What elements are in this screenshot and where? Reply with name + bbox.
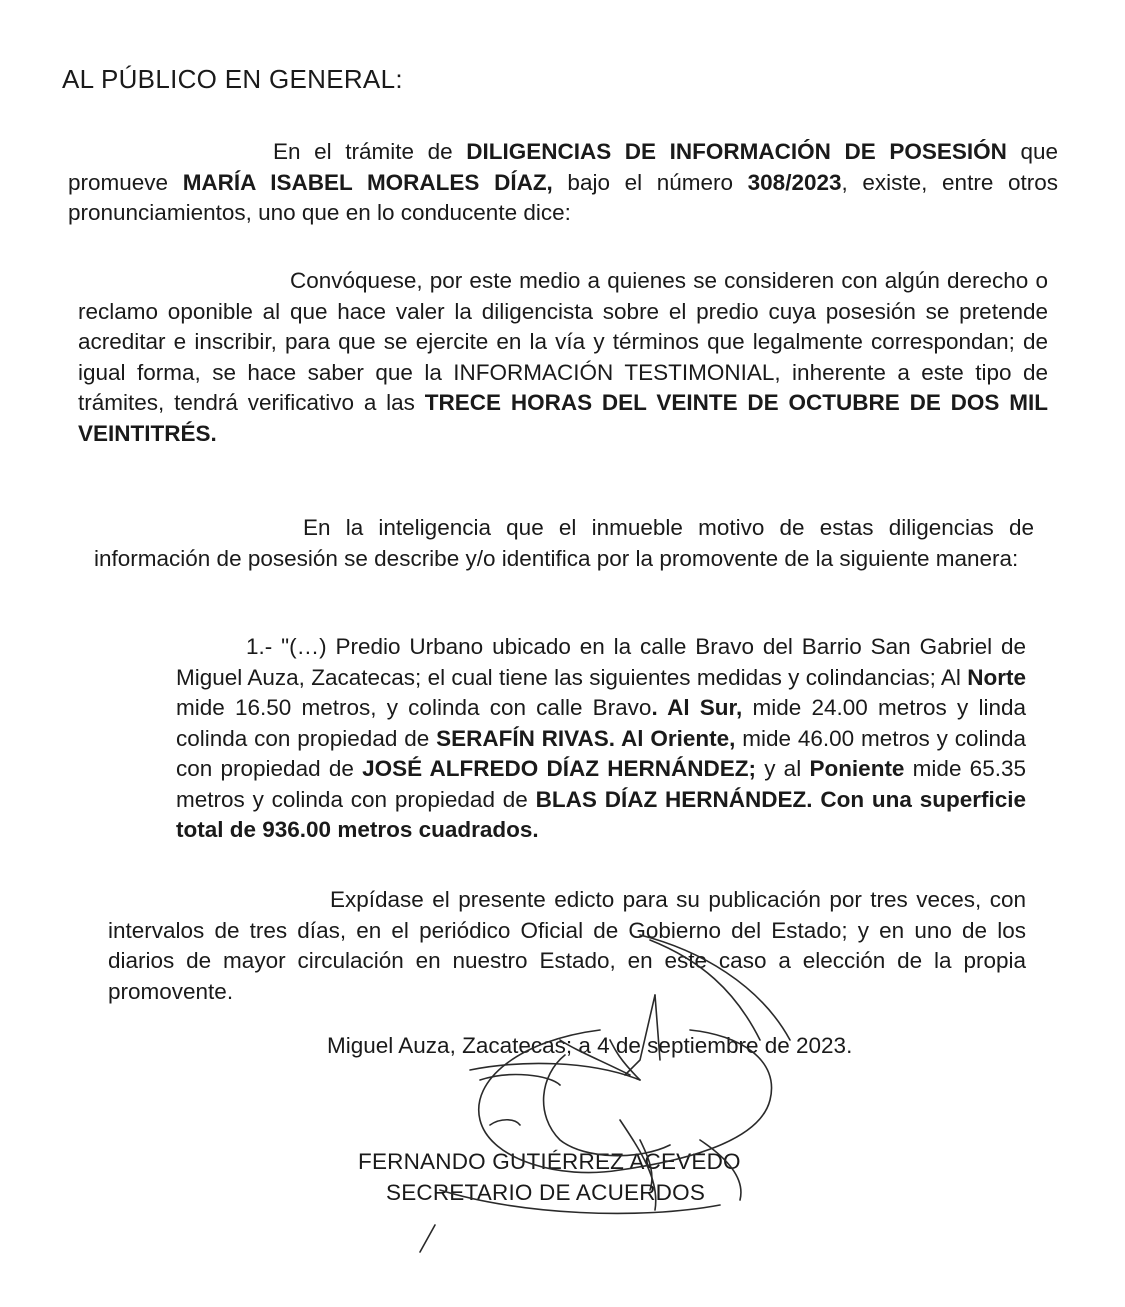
hearing-datetime: TRECE HORAS DEL VEINTE DE OCTUBRE DE DOS MIL VEINTITRÉS.	[78, 390, 1048, 446]
text-span: mide 65.35 metros y colinda con propiedad de	[176, 756, 1026, 812]
text-span: Convóquese, por este medio a quienes se consideren con algún derecho o reclamo oponible al que hace valer la diligencista sobre el predio cuya posesión se pretende acreditar e inscribir, para que se ejercite en la vía y términos que legalmente correspondan; de igual forma, se hace saber que la INFORMACIÓN TESTIMONIAL, inherente a este tipo de trámites, tendrá verificativo a las	[78, 268, 1048, 415]
place-date-line: Miguel Auza, Zacatecas; a 4 de septiembre de 2023.	[327, 1033, 853, 1058]
neighbor-west-area: BLAS DÍAZ HERNÁNDEZ. Con una superficie total de 936.00 metros cuadrados.	[176, 786, 1026, 842]
boundary-south: . Al Sur,	[651, 695, 743, 720]
promoter-name: MARÍA ISABEL MORALES DÍAZ,	[182, 169, 553, 195]
neighbor-east: JOSÉ ALFREDO DÍAZ HERNÁNDEZ;	[362, 756, 756, 781]
boundary-west: Poniente	[809, 756, 905, 781]
paragraph-property-intro	[94, 513, 1034, 574]
neighbor-south-east: SERAFÍN RIVAS. Al Oriente,	[436, 725, 736, 751]
signer-title: SECRETARIO DE ACUERDOS	[386, 1180, 706, 1205]
case-number: 308/2023	[747, 169, 842, 195]
text-span: En el trámite de	[273, 139, 467, 164]
boundary-north: Norte	[967, 664, 1026, 690]
paragraph-property-description	[176, 632, 1026, 846]
text-span: , existe, entre otros pronunciamientos, uno que en lo conducente dice:	[68, 169, 1058, 225]
text-span: mide 16.50 metros, y colinda con calle Bravo	[176, 695, 652, 720]
text-span: mide 46.00 metros y colinda con propiedad de	[176, 725, 1026, 781]
text-span: Expídase el presente edicto para su publicación por tres veces, con intervalos de tres días, en el periódico Oficial de Gobierno del Estado; y en uno de los diarios de mayor circulación en nuestro Estado, en este caso a elección de la propia promovente.	[108, 887, 1026, 1004]
text-span: bajo el número	[552, 169, 748, 195]
procedure-type: DILIGENCIAS DE INFORMACIÓN DE POSESIÓN	[466, 139, 1007, 164]
document-heading: AL PÚBLICO EN GENERAL:	[62, 64, 403, 94]
text-span: y al	[755, 756, 810, 781]
paragraph-summons	[78, 266, 1048, 449]
paragraph-procedure	[68, 137, 1058, 229]
paragraph-publication	[108, 885, 1026, 1007]
signer-name: FERNANDO GUTIÉRREZ ACEVEDO	[358, 1149, 741, 1174]
text-span: En la inteligencia que el inmueble motivo de estas diligencias de información de posesión se describe y/o identifica por la promovente de la siguiente manera:	[94, 515, 1034, 571]
text-span: 1.- "(…) Predio Urbano ubicado en la calle Bravo del Barrio San Gabriel de Miguel Auza, Zacatecas; el cual tiene las siguientes medidas y colindancias; Al	[176, 634, 1026, 690]
text-span: mide 24.00 metros y linda colinda con propiedad de	[176, 695, 1026, 751]
text-span: que promueve	[68, 139, 1059, 195]
